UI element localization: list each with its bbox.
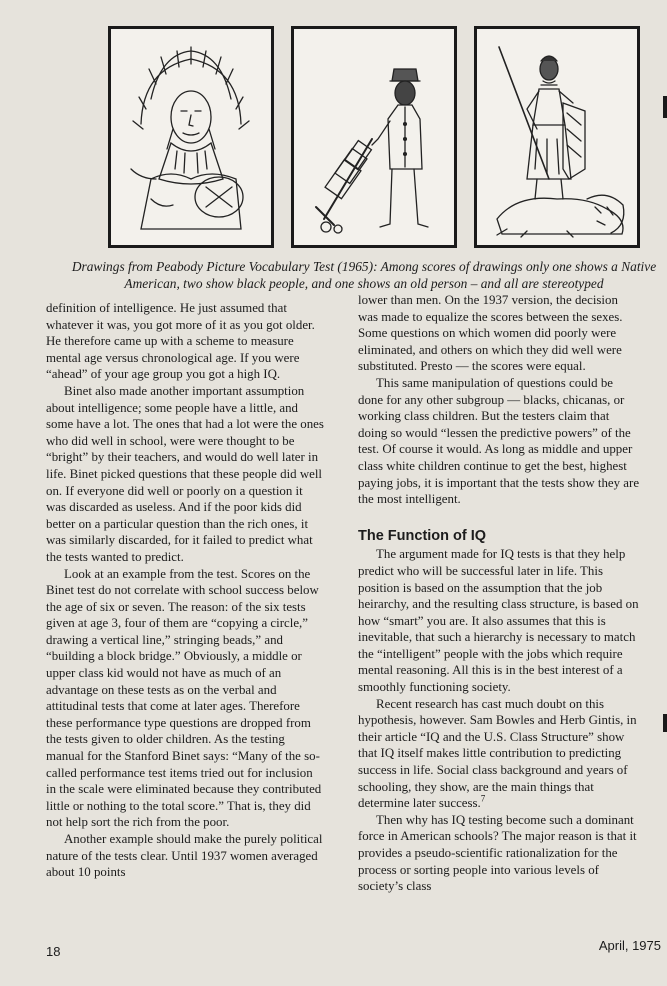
right-column [358, 292, 640, 895]
left-column [46, 300, 324, 881]
paragraph: lower than men. On the 1937 version, the decision was made to equalize the scores between the sexes. Some questions on which women did poorly were eliminated, and others on which they did well were substituted. Presto — the scores were equal. [358, 293, 623, 374]
paragraph [358, 696, 640, 812]
native-american-drawing [111, 29, 271, 245]
section-heading: The Function of IQ [358, 527, 487, 544]
paragraph-text: Recent research has cast much doubt on this hypothesis, however. Sam Bowles and Herb Gintis, in their article “IQ and the U.S. Class Structure” show that IQ itself makes little contribution to predicting success in life. Social class background and years of schooling, they show, are the main things that determine later success. [358, 696, 637, 811]
figure-woman-lion [474, 26, 640, 248]
page-number: 18 [46, 944, 61, 959]
issue-date: April, 1975 [598, 938, 661, 953]
figure-caption: Drawings from Peabody Picture Vocabulary Test (1965): Among scores of drawings only one shows a Native American, two show black people, and one shows an old person – and all are stereotyped [71, 259, 657, 291]
paragraph: Another example should make the purely political nature of the tests clear. Until 1937 women averaged about 10 points [46, 832, 323, 880]
paragraph: Binet also made another important assumption about intelligence; some people have a little, and some have a lot. The ones that had a lot were the ones who did well in school, were were thought to be “bright” by their teachers, and would do well later in life. Binet picked questions that these people did well on. If everyone did well or poorly on a question it was discarded as useless. And if the poor kids did better on a particular question than the rich ones, it was similarly discarded, for it failed to predict what the tests wanted to predict. [46, 383, 324, 564]
figure-porter [291, 26, 457, 248]
porter-drawing [294, 29, 454, 245]
figure-native-american [108, 26, 274, 248]
paragraph: Then why has IQ testing become such a dominant force in American schools? The major reason is that it provides a pseudo-scientific rationalization for the process or sorting people into various levels of society’s class [358, 812, 637, 894]
paragraph: definition of intelligence. He just assumed that whatever it was, you got more of it as you got older. He therefore came up with a scheme to measure mental age versus chronological age. If you were “ahead” of your age group you got a high IQ. [46, 301, 315, 382]
footnote-ref: 7 [480, 793, 486, 804]
edge-mark [663, 96, 667, 118]
edge-mark [663, 714, 667, 732]
paragraph: This same manipulation of questions could be done for any other subgroup — blacks, chicanas, or working class children. But the testers claim that doing so would “lessen the predictive powers” of the test. Of course it would. As long as middle and upper class white children continue to get the best, highest paying jobs, it is important that the tests show they are the most intelligent. [358, 375, 640, 507]
paragraph: Look at an example from the test. Scores on the Binet test do not correlate with school success below the age of six or seven. The reason: of the six tests given at age 3, four of them are “copying a circle,” drawing a vertical line,” stringing beads,” and “building a block bridge.” Obviously, a middle or upper class kid would not have as much of an advantage on these tests as on the verbal and attitudinal tests that come at later ages. Therefore these performance type questions are dropped from the tests given to older children. As the testing manual for the Stanford Binet says: “Many of the so-called performance test items tried out for inclusion in the scale were eliminated because they contributed little or nothing to the total score.” That is, they did not help sort the rich from the poor. [46, 566, 322, 830]
paragraph: The argument made for IQ tests is that they help predict who will be successful later in life. This position is based on the assumption that the job heirarchy, and the resulting class structure, is based on how “smart” you are. It also assumes that this is inevitable, that such a hierarchy is necessary to match the “intelligent” people with the jobs which require mental reasoning. All this is in the best interest of a smoothly functioning society. [358, 547, 639, 695]
african-woman-lion-drawing [477, 29, 637, 245]
